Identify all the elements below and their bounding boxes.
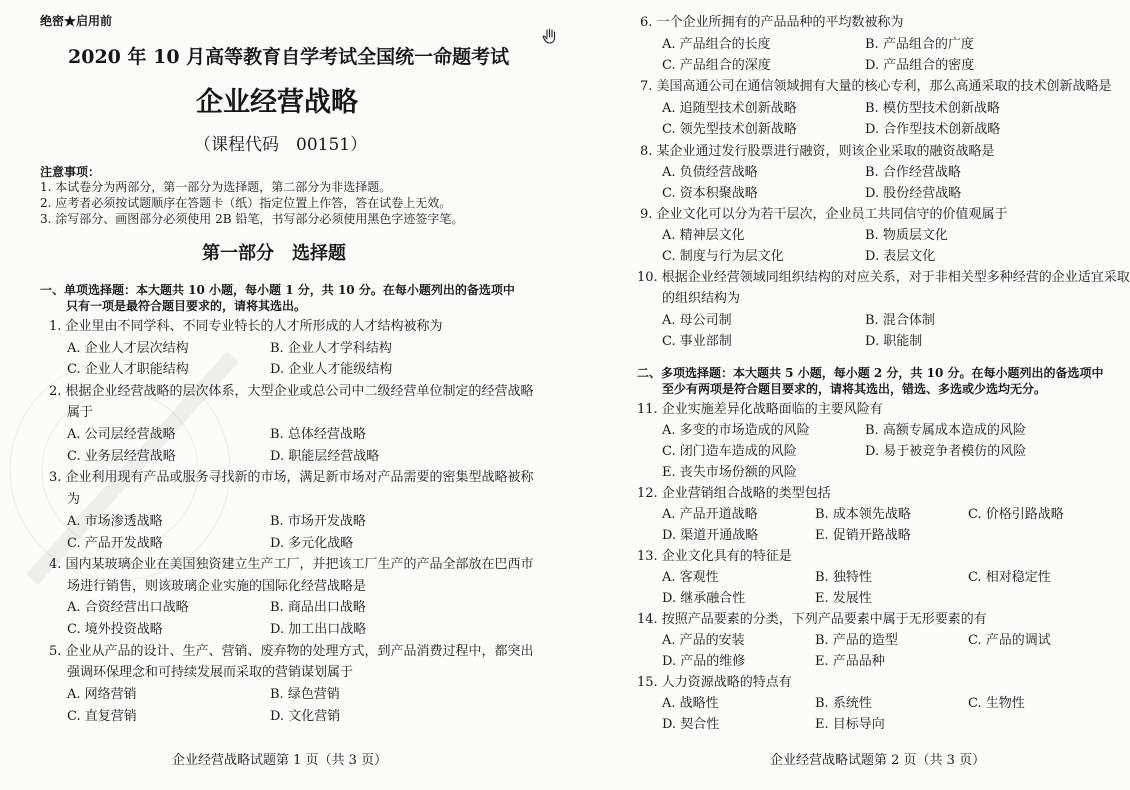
question-10-stem-cont: 的组织结构为 [662,291,741,306]
question-5-option-d: D. 文化营销 [270,709,341,724]
question-7-option-c: C. 领先型技术创新战略 [662,122,797,137]
question-5-stem-cont: 强调环保理念和可持续发展而采取的营销谋划属于 [67,665,354,680]
question-15-option-b: B. 系统性 [815,696,872,711]
question-8-option-a: A. 负债经营战略 [662,165,758,180]
section2-instruction: 至少有两项是符合题目要求的，请将其选出，错选、多选或少选均无分。 [662,382,1047,396]
question-12-option-a: A. 产品开道战略 [662,507,758,522]
question-4-stem-cont: 场进行销售，则该玻璃企业实施的国际化经营战略是 [67,579,367,594]
question-2-stem: 2. 根据企业经营战略的层次体系，大型企业或总公司中二级经营单位制定的经营战略 [49,384,534,399]
question-2-option-d: D. 职能层经营战略 [270,449,380,464]
question-1-option-b: B. 企业人才学科结构 [270,341,392,356]
question-11-option-c: C. 闭门造车造成的风险 [662,444,797,459]
question-15-option-e: E. 目标导向 [815,717,885,732]
question-6-option-b: B. 产品组合的广度 [865,37,974,52]
question-10-option-c: C. 事业部制 [662,334,732,349]
question-13-option-b: B. 独特性 [815,570,872,585]
question-1-option-d: D. 企业人才能级结构 [270,362,393,377]
question-14-option-a: A. 产品的安装 [662,633,745,648]
question-12-option-b: B. 成本领先战略 [815,507,911,522]
question-4-option-a: A. 合资经营出口战略 [67,600,189,615]
question-2-option-c: C. 业务层经营战略 [67,449,176,464]
question-9-option-b: B. 物质层文化 [865,228,948,243]
question-9-option-c: C. 制度与行为层文化 [662,249,784,264]
question-13-option-c: C. 相对稳定性 [968,570,1051,585]
question-7-stem: 7. 美国高通公司在通信领域拥有大量的核心专利，那么高通采取的技术创新战略是 [640,79,1112,94]
question-15-option-c: C. 生物性 [968,696,1025,711]
course-code: （课程代码 00151） [194,135,368,155]
question-3-stem-cont: 为 [67,492,81,507]
question-8-option-d: D. 股份经营战略 [865,186,962,201]
question-14-option-d: D. 产品的维修 [662,654,746,669]
notice-item: 1. 本试卷分为两部分，第一部分为选择题，第二部分为非选择题。 [40,180,392,194]
question-5-option-a: A. 网络营销 [67,687,137,702]
question-1-option-a: A. 企业人才层次结构 [67,341,189,356]
question-13-option-a: A. 客观性 [662,570,719,585]
question-3-option-c: C. 产品开发战略 [67,536,163,551]
page-footer: 企业经营战略试题第 2 页（共 3 页） [770,753,986,768]
question-13-stem: 13. 企业文化具有的特征是 [637,549,792,564]
question-11-option-e: E. 丧失市场份额的风险 [662,465,797,480]
page-1 [0,0,560,790]
question-2-option-b: B. 总体经营战略 [270,427,366,442]
question-12-stem: 12. 企业营销组合战略的类型包括 [637,486,831,501]
question-12-option-c: C. 价格引路战略 [968,507,1064,522]
question-2-stem-cont: 属于 [67,405,94,420]
question-9-option-d: D. 表层文化 [865,249,936,264]
question-1-stem: 1. 企业里由不同学科、不同专业特长的人才所形成的人才结构被称为 [49,319,443,334]
section1-instruction: 只有一项是最符合题目要求的，请将其选出。 [66,299,307,313]
question-9-stem: 9. 企业文化可以分为若干层次，企业员工共同信守的价值观属于 [640,207,1008,222]
question-5-option-c: C. 直复营销 [67,709,137,724]
question-8-stem: 8. 某企业通过发行股票进行融资，则该企业采取的融资战略是 [640,144,995,159]
question-10-option-a: A. 母公司制 [662,313,732,328]
question-12-option-e: E. 促销开路战略 [815,528,911,543]
question-1-option-c: C. 企业人才职能结构 [67,362,189,377]
question-8-option-b: B. 合作经营战略 [865,165,961,180]
question-14-stem: 14. 按照产品要素的分类，下列产品要素中属于无形要素的有 [637,612,987,627]
subject-title: 企业经营战略 [196,87,358,118]
section2-instruction: 二、多项选择题：本大题共 5 小题，每小题 2 分，共 10 分。在每小题列出的备选项中 [637,366,1104,380]
question-11-option-a: A. 多变的市场造成的风险 [662,423,810,438]
question-3-stem: 3. 企业利用现有产品或服务寻找新的市场，满足新市场对产品需要的密集型战略被称 [49,470,534,485]
question-8-option-c: C. 资本积聚战略 [662,186,758,201]
question-4-stem: 4. 国内某玻璃企业在美国独资建立生产工厂，并把该工厂生产的产品全部放在巴西市 [49,557,534,572]
page-footer: 企业经营战略试题第 1 页（共 3 页） [172,753,388,768]
question-7-option-a: A. 追随型技术创新战略 [662,101,797,116]
question-6-option-d: D. 产品组合的密度 [865,58,975,73]
question-5-stem: 5. 企业从产品的设计、生产、营销、废弃物的处理方式，到产品消费过程中，都突出 [49,644,534,659]
secret-label: 绝密★启用前 [40,14,113,28]
question-15-stem: 15. 人力资源战略的特点有 [637,675,792,690]
question-13-option-e: E. 发展性 [815,591,872,606]
question-15-option-a: A. 战略性 [662,696,719,711]
question-5-option-b: B. 绿色营销 [270,687,340,702]
question-10-option-b: B. 混合体制 [865,313,935,328]
question-12-option-d: D. 渠道开通战略 [662,528,759,543]
question-6-option-a: A. 产品组合的长度 [662,37,771,52]
page-2 [560,0,1130,790]
question-7-option-d: D. 合作型技术创新战略 [865,122,1001,137]
notices-heading: 注意事项： [40,165,101,179]
question-4-option-d: D. 加工出口战略 [270,622,367,637]
question-6-option-c: C. 产品组合的深度 [662,58,771,73]
question-14-option-b: B. 产品的造型 [815,633,898,648]
question-15-option-d: D. 契合性 [662,717,720,732]
question-3-option-d: D. 多元化战略 [270,536,354,551]
question-11-stem: 11. 企业实施差异化战略面临的主要风险有 [637,402,883,417]
question-4-option-c: C. 境外投资战略 [67,622,163,637]
question-6-stem: 6. 一个企业所拥有的产品品种的平均数被称为 [640,15,904,30]
question-9-option-a: A. 精神层文化 [662,228,745,243]
question-2-option-a: A. 公司层经营战略 [67,427,176,442]
question-11-option-d: D. 易于被竞争者模仿的风险 [865,444,1027,459]
hand-cursor-icon [541,27,559,45]
part1-title: 第一部分 选择题 [202,243,346,264]
question-7-option-b: B. 模仿型技术创新战略 [865,101,1000,116]
section1-instruction: 一、单项选择题：本大题共 10 小题，每小题 1 分，共 10 分。在每小题列出的备选项中 [40,283,515,297]
question-14-option-c: C. 产品的调试 [968,633,1051,648]
question-4-option-b: B. 商品出口战略 [270,600,366,615]
question-3-option-a: A. 市场渗透战略 [67,514,163,529]
question-3-option-b: B. 市场开发战略 [270,514,366,529]
notice-item: 2. 应考者必须按试题顺序在答题卡（纸）指定位置上作答，答在试卷上无效。 [40,196,452,210]
question-11-option-b: B. 高额专属成本造成的风险 [865,423,1026,438]
question-10-option-d: D. 职能制 [865,334,923,349]
question-14-option-e: E. 产品品种 [815,654,885,669]
exam-title: 2020 年 10 月高等教育自学考试全国统一命题考试 [68,46,510,68]
question-10-stem: 10. 根据企业经营领域同组织结构的对应关系，对于非相关型多种经营的企业适宜采取 [637,270,1130,285]
notice-item: 3. 涂写部分、画图部分必须使用 2B 铅笔，书写部分必须使用黑色字迹签字笔。 [40,212,464,226]
question-13-option-d: D. 继承融合性 [662,591,746,606]
